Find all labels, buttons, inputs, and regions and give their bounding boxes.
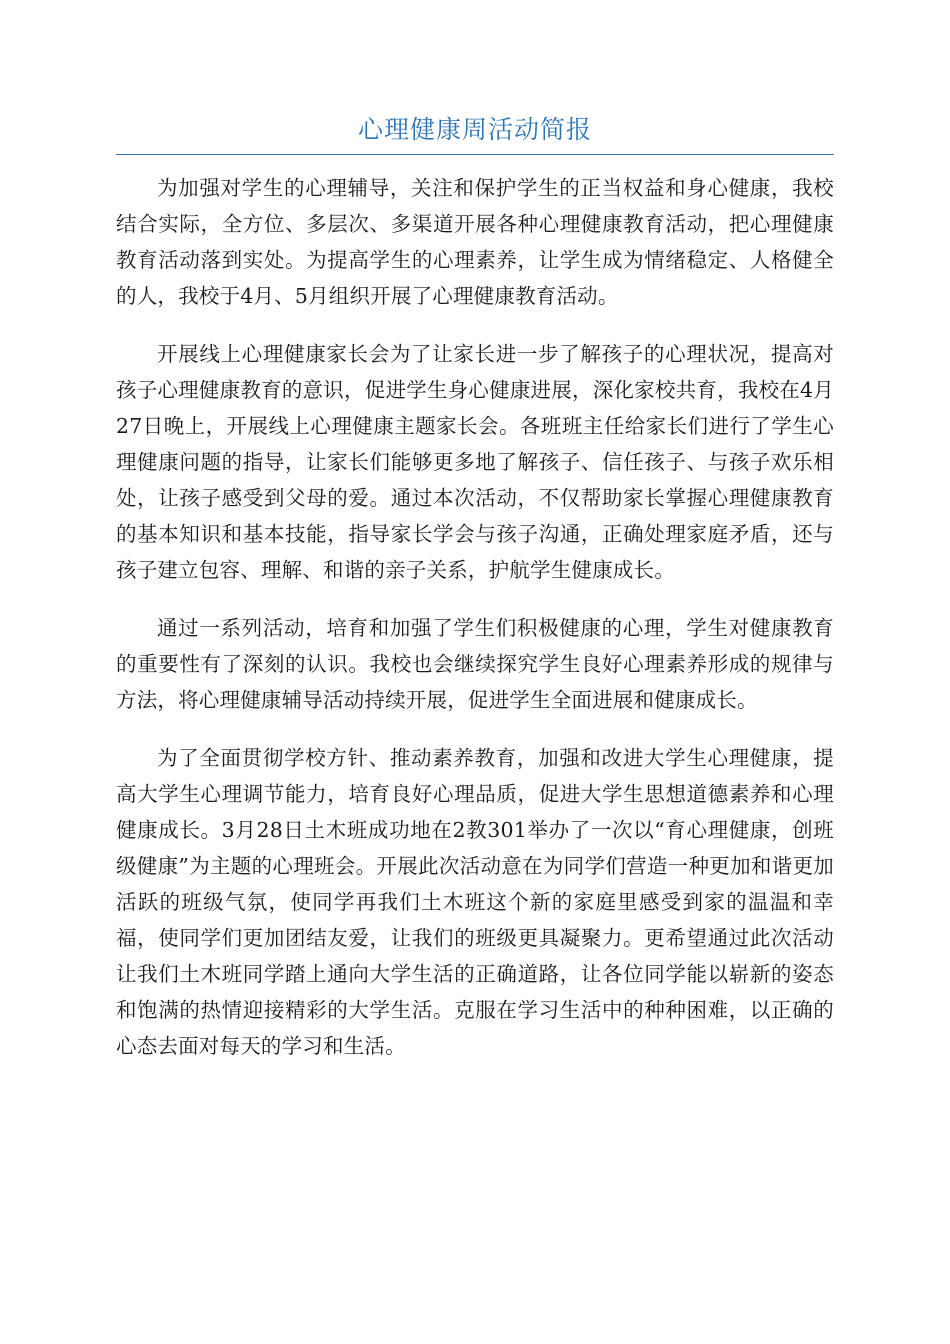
paragraph-parent-meeting: 开展线上心理健康家长会为了让家长进一步了解孩子的心理状况，提高对孩子心理健康教育的意识，促进学生身心健康进展，深化家校共育，我校在4月27日晚上，开展线上心理健康主题家长会。各班班主任给家长们进行了学生心理健康问题的指导，让家长们能够更多地了解孩子、信任孩子、与孩子欢乐相处，让孩子感受到父母的爱。通过本次活动，不仅帮助家长掌握心理健康教育的基本知识和基本技能，指导家长学会与孩子沟通，正确处理家庭矛盾，还与孩子建立包容、理解、和谐的亲子关系，护航学生健康成长。 xyxy=(116,342,834,582)
title-block xyxy=(116,112,834,155)
paragraph-class-meeting: 为了全面贯彻学校方针、推动素养教育，加强和改进大学生心理健康，提高大学生心理调节能力，培育良好心理品质，促进大学生思想道德素养和心理健康成长。3月28日土木班成功地在2教301举办了一次以“育心理健康，创班级健康”为主题的心理班会。开展此次活动意在为同学们营造一种更加和谐更加活跃的班级气氛，使同学再我们土木班这个新的家庭里感受到家的温温和幸福，使同学们更加团结友爱，让我们的班级更具凝聚力。更希望通过此次活动让我们土木班同学踏上通向大学生活的正确道路，让各位同学能以崭新的姿态和饱满的热情迎接精彩的大学生活。克服在学习生活中的种种困难，以正确的心态去面对每天的学习和生活。 xyxy=(116,746,834,1058)
document-body xyxy=(116,170,834,1086)
paragraph-summary: 通过一系列活动，培育和加强了学生们积极健康的心理，学生对健康教育的重要性有了深刻的认识。我校也会继续探究学生良好心理素养形成的规律与方法，将心理健康辅导活动持续开展，促进学生全面进展和健康成长。 xyxy=(116,616,834,712)
document-title: 心理健康周活动简报 xyxy=(357,115,592,144)
paragraph-intro: 为加强对学生的心理辅导，关注和保护学生的正当权益和身心健康，我校结合实际，全方位、多层次、多渠道开展各种心理健康教育活动，把心理健康教育活动落到实处。为提高学生的心理素养，让学生成为情绪稳定、人格健全的人，我校于4月、5月组织开展了心理健康教育活动。 xyxy=(116,176,834,308)
